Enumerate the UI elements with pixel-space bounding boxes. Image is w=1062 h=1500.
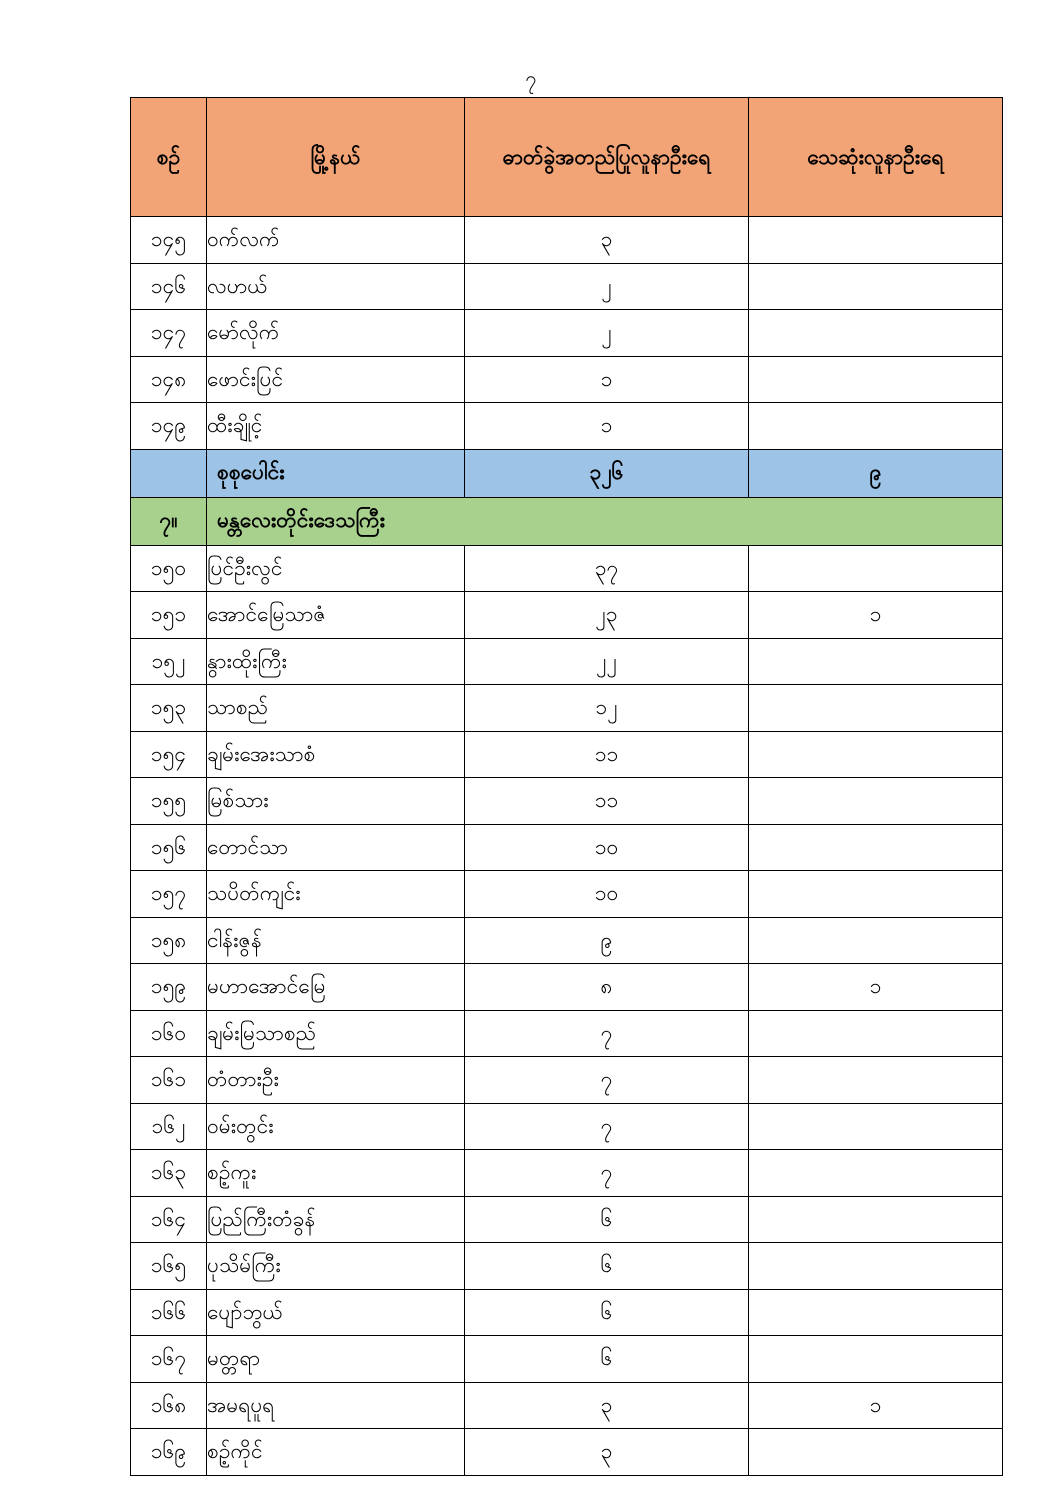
confirmed-count: ၂၂	[465, 638, 749, 685]
death-count	[749, 1150, 1003, 1197]
row-number: ၁၅၉	[131, 964, 207, 1011]
table-row	[131, 1243, 1003, 1290]
confirmed-count: ၆	[465, 1289, 749, 1336]
confirmed-count: ၁၁	[465, 778, 749, 825]
table-row	[131, 685, 1003, 732]
row-number: ၁၄၈	[131, 356, 207, 403]
confirmed-count: ၁	[465, 356, 749, 403]
township-name: မော်လိုက်	[207, 310, 465, 357]
table-row	[131, 1289, 1003, 1336]
township-name: ပြည်ကြီးတံခွန်	[207, 1196, 465, 1243]
confirmed-count: ၁၂	[465, 685, 749, 732]
death-count	[749, 685, 1003, 732]
column-header-no: စဉ်	[131, 98, 207, 217]
row-number: ၁၅၁	[131, 592, 207, 639]
table-row	[131, 917, 1003, 964]
column-header-township: မြို့နယ်	[207, 98, 465, 217]
row-number: ၁၆၂	[131, 1103, 207, 1150]
row-number: ၁၆၇	[131, 1336, 207, 1383]
confirmed-count: ၃	[465, 217, 749, 264]
confirmed-count: ၆	[465, 1196, 749, 1243]
death-count: ၁	[749, 592, 1003, 639]
death-count	[749, 1243, 1003, 1290]
township-name: ချမ်းအေးသာစံ	[207, 731, 465, 778]
confirmed-count: ၉	[465, 917, 749, 964]
row-number: ၁၄၆	[131, 263, 207, 310]
township-name: ဝမ်းတွင်း	[207, 1103, 465, 1150]
confirmed-count: ၆	[465, 1243, 749, 1290]
township-name: မတ္တရာ	[207, 1336, 465, 1383]
confirmed-count: ၇	[465, 1010, 749, 1057]
township-name: ဝက်လက်	[207, 217, 465, 264]
township-name: ပျော်ဘွယ်	[207, 1289, 465, 1336]
death-count	[749, 403, 1003, 450]
table-row	[131, 592, 1003, 639]
death-count	[749, 1336, 1003, 1383]
covid-township-table	[130, 97, 1003, 1476]
death-count	[749, 1103, 1003, 1150]
confirmed-count: ၇	[465, 1103, 749, 1150]
township-name: ထီးချိုင့်	[207, 403, 465, 450]
township-name: မြစ်သား	[207, 778, 465, 825]
row-number: ၁၄၅	[131, 217, 207, 264]
table-row	[131, 1382, 1003, 1429]
death-count: ၁	[749, 1382, 1003, 1429]
township-name: အမရပူရ	[207, 1382, 465, 1429]
row-number: ၁၅၇	[131, 871, 207, 918]
row-number: ၁၅၂	[131, 638, 207, 685]
table-row	[131, 1429, 1003, 1476]
death-count	[749, 638, 1003, 685]
township-name: ချမ်းမြသာစည်	[207, 1010, 465, 1057]
column-header-deaths: သေဆုံးလူနာဦးရေ	[749, 98, 1003, 217]
table-body	[131, 217, 1003, 1476]
table-row	[131, 964, 1003, 1011]
township-name: အောင်မြေသာဇံ	[207, 592, 465, 639]
region-label: မန္တလေးတိုင်းဒေသကြီး	[207, 497, 1003, 545]
death-count	[749, 545, 1003, 592]
confirmed-count: ၁၁	[465, 731, 749, 778]
total-label: စုစုပေါင်း	[207, 449, 465, 497]
confirmed-count: ၂	[465, 263, 749, 310]
confirmed-count: ၁	[465, 403, 749, 450]
death-count	[749, 263, 1003, 310]
confirmed-count: ၂၃	[465, 592, 749, 639]
table-row	[131, 1010, 1003, 1057]
row-number: ၁၅၆	[131, 824, 207, 871]
confirmed-count: ၆	[465, 1336, 749, 1383]
table-row	[131, 310, 1003, 357]
township-name: သာစည်	[207, 685, 465, 732]
table-row	[131, 871, 1003, 918]
death-count	[749, 1010, 1003, 1057]
township-name: သပိတ်ကျင်း	[207, 871, 465, 918]
death-count	[749, 871, 1003, 918]
death-count	[749, 1196, 1003, 1243]
table-header	[131, 98, 1003, 217]
death-count	[749, 217, 1003, 264]
confirmed-count: ၁၀	[465, 824, 749, 871]
row-number: ၁၅၀	[131, 545, 207, 592]
confirmed-count: ၃	[465, 1382, 749, 1429]
confirmed-count: ၃၇	[465, 545, 749, 592]
table-row	[131, 824, 1003, 871]
page-number: ၇	[525, 66, 537, 90]
row-number: ၁၅၈	[131, 917, 207, 964]
row-number: ၁၆၁	[131, 1057, 207, 1104]
confirmed-count: ၂	[465, 310, 749, 357]
death-count	[749, 824, 1003, 871]
death-count	[749, 310, 1003, 357]
township-name: ပြင်ဦးလွင်	[207, 545, 465, 592]
table-row	[131, 1103, 1003, 1150]
confirmed-count: ၁၀	[465, 871, 749, 918]
township-name: နွားထိုးကြီး	[207, 638, 465, 685]
township-name: စဉ့်ကိုင်	[207, 1429, 465, 1476]
column-header-confirmed: ဓာတ်ခွဲအတည်ပြုလူနာဦးရေ	[465, 98, 749, 217]
row-number: ၁၅၄	[131, 731, 207, 778]
table-row	[131, 217, 1003, 264]
table-row	[131, 545, 1003, 592]
confirmed-count: ၇	[465, 1150, 749, 1197]
row-number: ၁၆၃	[131, 1150, 207, 1197]
township-name: တောင်သာ	[207, 824, 465, 871]
row-number: ၁၆၅	[131, 1243, 207, 1290]
total-confirmed: ၃၂၆	[465, 449, 749, 497]
confirmed-count: ၇	[465, 1057, 749, 1104]
row-number: ၁၄၇	[131, 310, 207, 357]
row-number: ၁၄၉	[131, 403, 207, 450]
death-count	[749, 917, 1003, 964]
table-row	[131, 731, 1003, 778]
table-row	[131, 263, 1003, 310]
table-row	[131, 356, 1003, 403]
township-name: စဉ့်ကူး	[207, 1150, 465, 1197]
death-count	[749, 1057, 1003, 1104]
township-name: တံတားဦး	[207, 1057, 465, 1104]
death-count	[749, 1289, 1003, 1336]
table-row	[131, 778, 1003, 825]
confirmed-count: ၃	[465, 1429, 749, 1476]
death-count: ၁	[749, 964, 1003, 1011]
death-count	[749, 356, 1003, 403]
table-region-row	[131, 497, 1003, 545]
row-number: ၁၆၄	[131, 1196, 207, 1243]
township-name: ငါန်းဇွန်	[207, 917, 465, 964]
death-count	[749, 731, 1003, 778]
township-name: မဟာအောင်မြေ	[207, 964, 465, 1011]
table-row	[131, 1150, 1003, 1197]
township-name: လဟယ်	[207, 263, 465, 310]
death-count	[749, 1429, 1003, 1476]
table-header-row	[131, 98, 1003, 217]
region-number: ၇။	[131, 497, 207, 545]
table-row	[131, 638, 1003, 685]
township-name: ပုသိမ်ကြီး	[207, 1243, 465, 1290]
table-row	[131, 1196, 1003, 1243]
table-row	[131, 1057, 1003, 1104]
confirmed-count: ၈	[465, 964, 749, 1011]
death-count	[749, 778, 1003, 825]
row-number: ၁၅၅	[131, 778, 207, 825]
row-number: ၁၅၃	[131, 685, 207, 732]
table-row	[131, 403, 1003, 450]
row-number: ၁၆၈	[131, 1382, 207, 1429]
table-total-row	[131, 449, 1003, 497]
row-number	[131, 449, 207, 497]
row-number: ၁၆၉	[131, 1429, 207, 1476]
row-number: ၁၆၀	[131, 1010, 207, 1057]
table-row	[131, 1336, 1003, 1383]
total-deaths: ၉	[749, 449, 1003, 497]
township-name: ဖောင်းပြင်	[207, 356, 465, 403]
row-number: ၁၆၆	[131, 1289, 207, 1336]
